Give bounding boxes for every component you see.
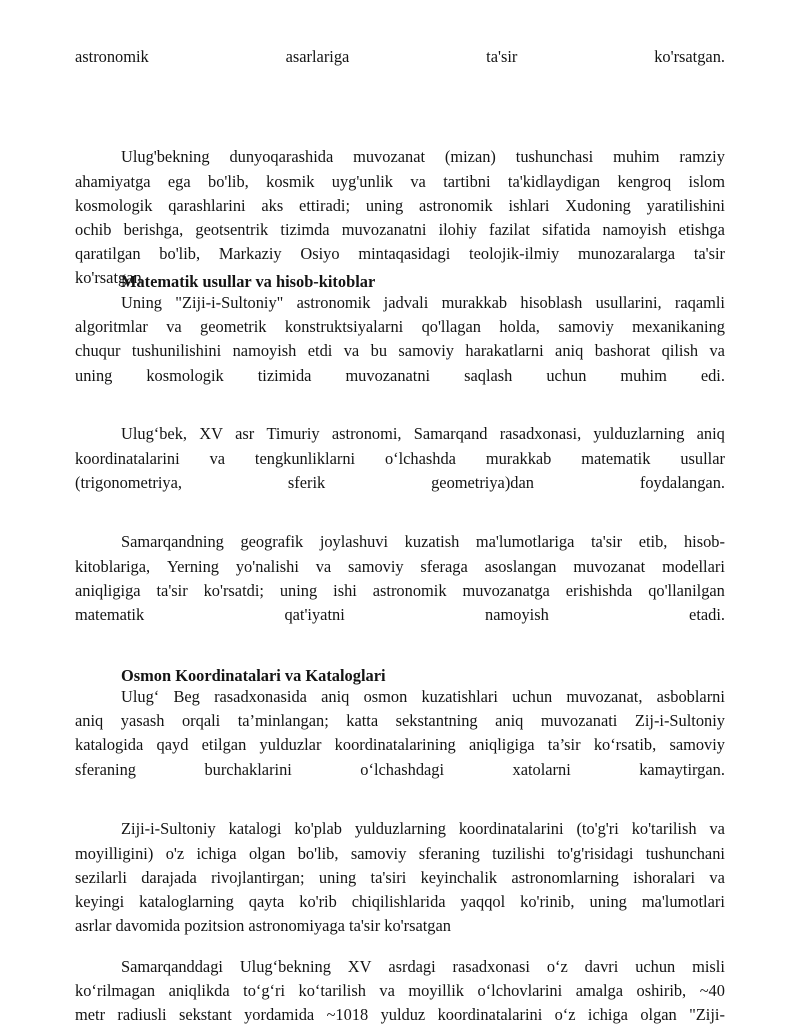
section-heading: Matematik usullar va hisob-kitoblar <box>121 272 376 291</box>
text-line: aniqligiga ta'sir ko'rsatdi; uning ishi astronomik muvozanatga erishishda qo'llanilgan <box>75 581 725 600</box>
text-line: ko‘rilmagan aniqlikda to‘g‘ri ko‘tarilish va moyillik o‘lchovlarini amalga oshirib, ~40 <box>75 981 725 1000</box>
text-line: Samarqandning geografik joylashuvi kuzatish ma'lumotlariga ta'sir etib, hisob- <box>121 532 725 551</box>
text-line: Uning "Ziji-i-Sultoniy" astronomik jadvali murakkab hisoblash usullarini, raqamli <box>121 293 725 312</box>
text-line: ko'rsatgan <box>75 268 142 287</box>
text-line: algoritmlar va geometrik konstruktsiyalarni qo'llagan holda, samoviy mexanikaning <box>75 317 725 336</box>
text-line: Ziji-i-Sultoniy katalogi ko'plab yulduzlarning koordinatalarini (to'g'ri ko'tarilish va <box>121 819 725 838</box>
text-line: kitoblariga, Yerning yo'nalishi va samoviy sferaga asoslangan muvozanat modellari <box>75 557 725 576</box>
text-line: sezilarli darajada rivojlantirgan; uning ta'siri keyinchalik astronomlarning ishoralari va <box>75 868 725 887</box>
text-line: keyingi kataloglarning qayta ko'rib chiqilishlarida yaqqol ko'rinib, uning ma'lumotlari <box>75 892 725 911</box>
text-line: katalogida qayd etilgan yulduzlar koordinatalarining aniqligiga ta’sir ko‘rsatib, samoviy <box>75 735 725 754</box>
text-line: matematik qat'iyatni namoyish etadi. <box>75 605 725 624</box>
text-line: chuqur tushunilishini namoyish etdi va bu samoviy harakatlarni aniq bashorat qilish va <box>75 341 725 360</box>
text-line: Ulug'bekning dunyoqarashida muvozanat (mizan) tushunchasi muhim ramziy <box>121 147 725 166</box>
text-line: ahamiyatga ega bo'lib, kosmik uyg'unlik va tartibni ta'kidlaydigan kengroq islom <box>75 172 725 191</box>
text-line: Ulug‘ Beg rasadxonasida aniq osmon kuzatishlari uchun muvozanat, asboblarni <box>121 687 725 706</box>
text-line: ochib berishga, geotsentrik tizimda muvozanatni ilohiy fazilat sifatida namoyish etishga <box>75 220 725 239</box>
text-line: koordinatalarini va tengkunliklarni o‘lchashda murakkab matematik usullar <box>75 449 725 468</box>
text-line: (trigonometriya, sferik geometriya)dan foydalangan. <box>75 473 725 492</box>
text-line: kosmologik qarashlarini aks ettiradi; uning astronomik ishlari Xudoning yaratilishini <box>75 196 725 215</box>
text-line: asrlar davomida pozitsion astronomiyaga ta'sir ko'rsatgan <box>75 916 451 935</box>
text-line: sferaning burchaklarini o‘lchashdagi xatolarni kamaytirgan. <box>75 760 725 779</box>
text-line: metr radiusli sekstant yordamida ~1018 yulduz koordinatalarini o‘z ichiga olgan "Ziji- <box>75 1005 725 1024</box>
text-line: astronomik asarlariga ta'sir ko'rsatgan. <box>75 47 725 66</box>
text-line: aniq yasash orqali ta’minlangan; katta sekstantning aniq muvozanati Zij-i-Sultoniy <box>75 711 725 730</box>
section-heading: Osmon Koordinatalari va Kataloglari <box>121 666 386 685</box>
text-line: Samarqanddagi Ulug‘bekning XV asrdagi rasadxonasi o‘z davri uchun misli <box>121 957 725 976</box>
text-line: Ulug‘bek, XV asr Timuriy astronomi, Samarqand rasadxonasi, yulduzlarning aniq <box>121 424 725 443</box>
text-line: qaratilgan bo'lib, Markaziy Osiyo mintaqasidagi teolojik-ilmiy munozaralarga ta'sir <box>75 244 725 263</box>
text-line: moyilligini) o'z ichiga olgan bo'lib, samoviy sferaning tuzilishi to'g'risidagi tushunchani <box>75 844 725 863</box>
text-line: uning kosmologik tizimida muvozanatni saqlash uchun muhim edi. <box>75 366 725 385</box>
